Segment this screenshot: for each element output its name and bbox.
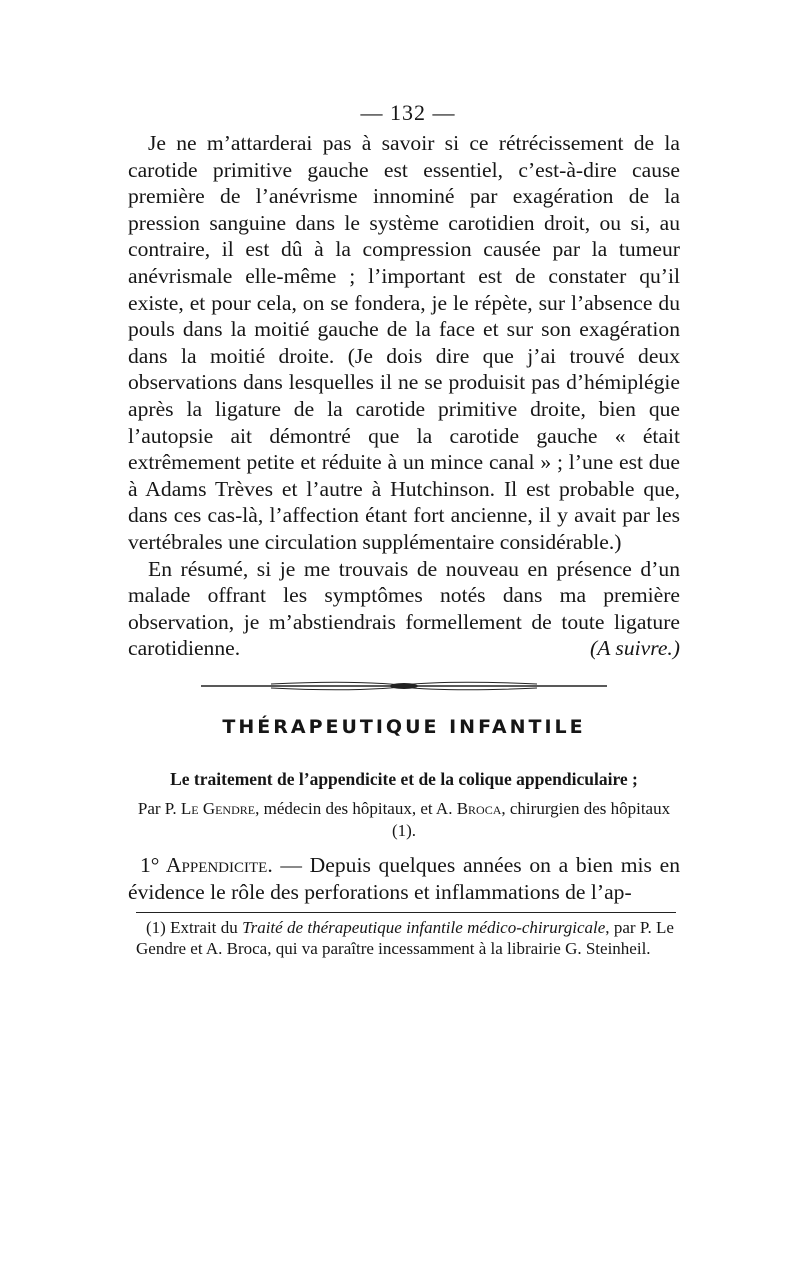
a-suivre-note: (A suivre.) (590, 636, 680, 661)
footnote-prefix: (1) Extrait du (146, 917, 243, 937)
footnote (136, 917, 674, 959)
author-name: Le Gendre (180, 798, 256, 818)
footnote-book-title: Traité de thérapeutique infantile médico-chirurgicale (242, 917, 606, 937)
article-title: Le traitement de l’appendicite et de la colique appendiculaire ; (170, 768, 638, 789)
authors-prefix: Par P. (137, 798, 177, 818)
footnote-divider (136, 912, 676, 913)
appendicite-paragraph (128, 852, 680, 906)
footnote-text: , par P. Le Gendre et A. Broca, qui va paraître incessamment à la librairie G. Steinheil. (136, 917, 674, 958)
paragraph-conclusion (128, 556, 680, 662)
section-title: THÉRAPEUTIQUE INFANTILE (222, 715, 586, 738)
subsection-heading: 1° Appendicite. (140, 852, 273, 877)
page (128, 96, 680, 959)
author-name: Broca (456, 798, 502, 818)
authors-line (128, 798, 680, 842)
author-role: , chirurgien des hôpitaux (1). (391, 798, 671, 840)
paragraph-text: En résumé, si je me trouvais de nouveau en présence d’un malade offrant les symptômes notés dans ma première observation, je m’abstiendrais formellement de toute ligature carotidienne. (128, 556, 680, 661)
paragraph: Je ne m’attarderai pas à savoir si ce rétrécissement de la carotide primitive gauche est essentiel, c’est-à-dire cause première de l’anévrisme innominé par exagération de la pression sanguine dans le système carotidien droit, ou si, au contraire, il est dû à la compression causée par la tumeur anévrismale elle-même ; l’important est de constater qu’il existe, et pour cela, on se fondera, je le répète, sur l’absence du pouls dans la moitié gauche de la face et sur son exagération dans la moitié droite. (Je dois dire que j’ai trouvé deux observations dans lesquelles il ne se produisit pas d’hémiplégie après la ligature de la carotide primitive droite, bien que l’autopsie ait démontré que la carotide gauche « était extrêmement petite et réduite à un mince canal » ; l’une est due à Adams Trèves et l’autre à Hutchinson. Il est probable que, dans ces cas-là, l’affection étant fort ancienne, il y avait par les vertébrales une circulation supplémentaire considérable.) (128, 131, 680, 554)
page-number: — 132 — (360, 100, 456, 125)
author-role: , médecin des hôpitaux, et A. (255, 798, 453, 818)
paragraph-text: — Depuis quelques années on a bien mis en évidence le rôle des perforations et inflammations de l’ap- (128, 852, 680, 904)
ornamental-divider (201, 678, 607, 694)
main-text (128, 130, 680, 662)
